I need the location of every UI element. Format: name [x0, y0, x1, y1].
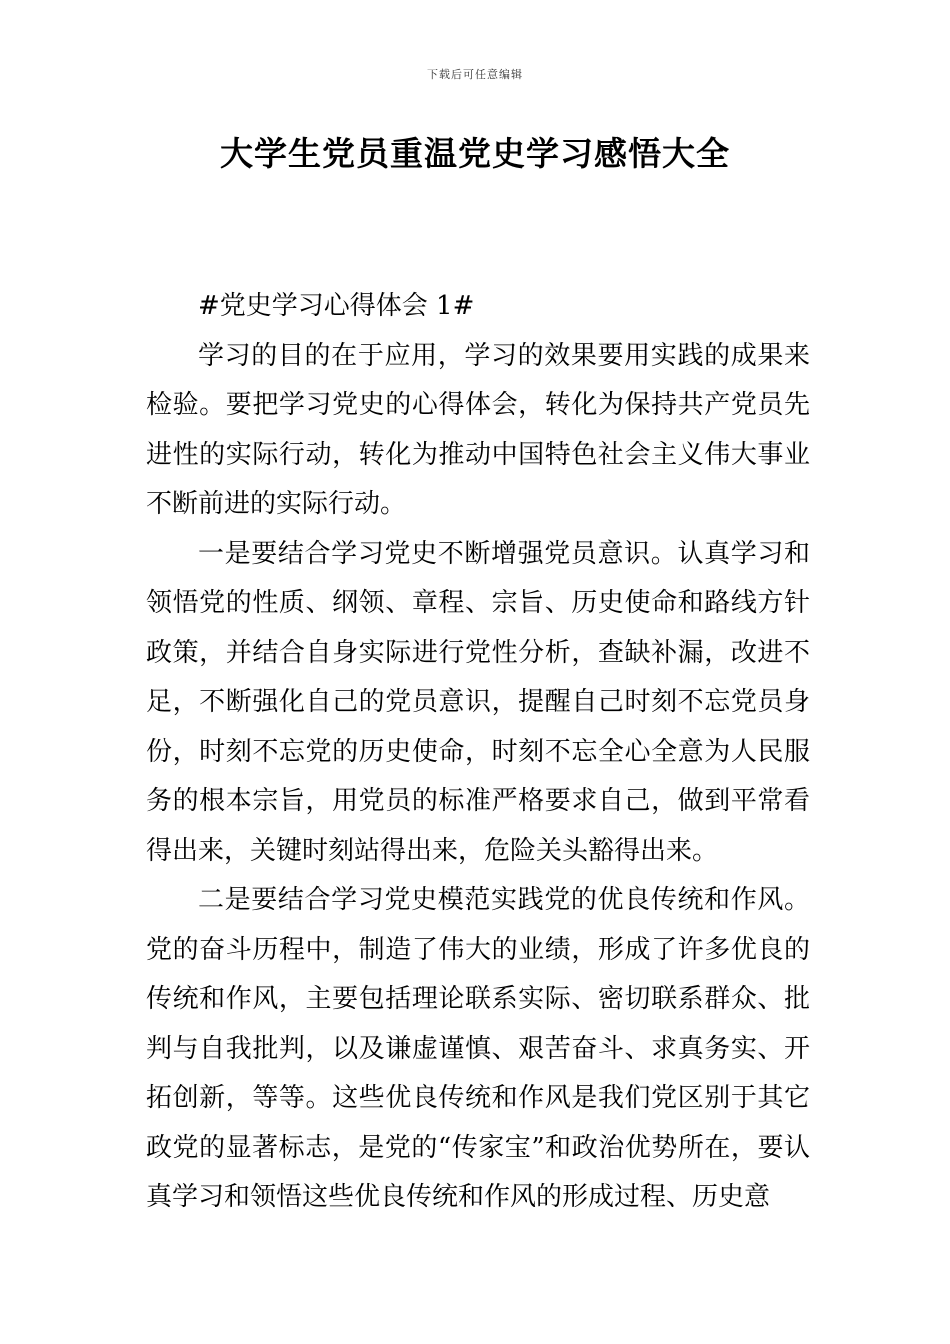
paragraph-2: 一是要结合学习党史不断增强党员意识。认真学习和领悟党的性质、纲领、章程、宗旨、历史使命和路线方针政策，并结合自身实际进行党性分析，查缺补漏，改进不足，不断强化自己的党员意识，提醒自己时刻不忘党员身份，时刻不忘党的历史使命，时刻不忘全心全意为人民服务的根本宗旨，用党员的标准严格要求自己，做到平常看得出来，关键时刻站得出来，危险关头豁得出来。	[146, 538, 810, 866]
paragraph-3: 二是要结合学习党史模范实践党的优良传统和作风。党的奋斗历程中，制造了伟大的业绩，形成了许多优良的传统和作风，主要包括理论联系实际、密切联系群众、批判与自我批判，以及谦虚谨慎、艰苦奋斗、求真务实、开拓创新，等等。这些优良传统和作风是我们党区别于其它政党的显著标志，是党的“传家宝”和政治优势所在，要认真学习和领悟这些优良传统和作风的形成过程、历史意	[146, 885, 810, 1212]
header-note: 下载后可任意编辑	[427, 68, 523, 81]
paragraph-1: 学习的目的在于应用，学习的效果要用实践的成果来检验。要把学习党史的心得体会，转化为保持共产党员先进性的实际行动，转化为推动中国特色社会主义伟大事业不断前进的实际行动。	[146, 340, 810, 519]
document-body	[146, 282, 810, 1223]
document-title: 大学生党员重温党史学习感悟大全	[220, 134, 730, 173]
section-heading: #党史学习心得体会 1#	[198, 291, 475, 321]
